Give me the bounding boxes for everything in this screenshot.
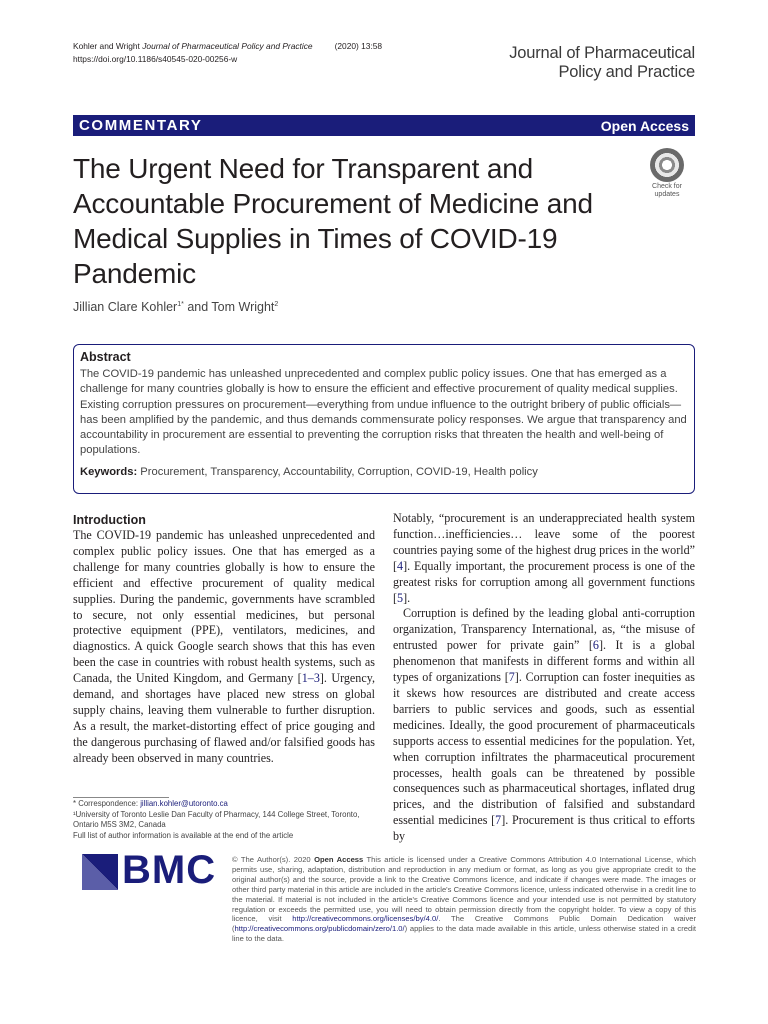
license-statement (232, 855, 696, 944)
body-column-right (393, 511, 695, 845)
bmc-logo-word: BMC (122, 848, 217, 892)
header-doi[interactable]: https://doi.org/10.1186/s40545-020-00256-w (73, 54, 238, 64)
bmc-logo-icon (82, 854, 118, 890)
right-p1-text-a: Notably, “procurement is an underappreciated health system function…inefficiencies… leave some of the poorest countries paying some of the highest drug prices in the world” [ (393, 511, 695, 573)
citation-link[interactable]: 4 (397, 558, 404, 573)
running-header (73, 40, 382, 66)
author-2-affiliation: 2 (274, 300, 279, 308)
license-link-by[interactable]: http://creativecommons.org/licenses/by/4.0/ (292, 914, 439, 924)
citation-link[interactable]: 7 (508, 670, 515, 685)
right-paragraph-2 (393, 606, 695, 845)
abstract-heading: Abstract (80, 350, 131, 364)
article-type-bar (73, 115, 695, 136)
license-lead: © The Author(s). 2020 (232, 855, 315, 864)
license-link-zero[interactable]: http://creativecommons.org/publicdomain/zero/1.0/ (234, 924, 405, 934)
affiliation-1: ¹University of Toronto Leslie Dan Faculty of Pharmacy, 144 College Street, Toronto, Ontario M5S 3M2, Canada (73, 809, 360, 829)
intro-paragraph-1 (73, 528, 375, 767)
citation-link[interactable]: 7 (495, 813, 502, 828)
author-2: and Tom Wright (183, 300, 275, 314)
license-open-access: Open Access (314, 855, 364, 864)
license-text-3: ) applies to the data made available in this article, unless otherwise stated in a credit line to the data. (232, 924, 696, 944)
keywords-label: Keywords: (80, 465, 138, 478)
header-year-volume: (2020) 13:58 (334, 41, 383, 51)
body-column-left (73, 511, 375, 767)
keywords-list: Procurement, Transparency, Accountability, Corruption, COVID-19, Health policy (137, 465, 538, 478)
keywords (80, 465, 688, 480)
bmc-logo (82, 850, 216, 894)
right-p2-text-d: ]. Procurement is thus critical to efforts by (393, 813, 695, 844)
correspondence-label: * Correspondence: (73, 799, 141, 808)
open-access-label: Open Access (600, 117, 689, 134)
check-updates-line1: Check for (652, 183, 682, 190)
journal-name-line1: Journal of Pharmaceutical (509, 44, 695, 62)
citation-link[interactable]: 6 (592, 638, 599, 653)
right-paragraph-1 (393, 511, 695, 606)
license-text-1: This article is licensed under a Creative Commons Attribution 4.0 International License, which permits use, sharing, adaptation, distribution and reproduction in any medium or format, as long as you give appropriate credit to the original author(s) and the source, provide a link to the Creative Commons licence, and indicate if changes were made. The images or other third party material in this article are included in the article's Creative Commons licence, unless indicated otherwise in a credit line to the material. If material is not included in the article's Creative Commons licence and your intended use is not permitted by statutory regulation or exceeds the permitted use, you will need to obtain permission directly from the copyright holder. To view a copy of this licence, visit (232, 855, 696, 924)
footnote-divider (73, 797, 169, 798)
right-p2-text-b: ]. It is a global phenomenon that manifests in different forms and within all types of organizations [ (393, 638, 695, 685)
crossmark-icon (650, 148, 684, 182)
check-updates-line2: updates (654, 191, 680, 198)
header-authors: Kohler and Wright (73, 41, 140, 51)
section-heading-introduction: Introduction (73, 513, 146, 527)
author-list (73, 300, 278, 314)
journal-name (509, 44, 695, 82)
footnotes (73, 799, 373, 841)
author-1: Jillian Clare Kohler (73, 300, 178, 314)
header-journal: Journal of Pharmaceutical Policy and Practice (142, 41, 313, 51)
right-p1-text-b: ]. Equally important, the procurement process is one of the greatest risks for corruption among all government functions [ (393, 558, 695, 605)
citation-link[interactable]: 1–3 (301, 671, 320, 686)
right-p2-text-c: ]. Corruption can foster inequities as it skews how resources are distributed and create access barriers to public services and goods, such as essential medicines. Ideally, the good procurement of pharmaceuticals supports access to essential medicines for the population. Yet, when corruption infiltrates the pharmaceutical procurement processes, health goals can be threatened by possible consequences such as pharmaceutical shortages, inflated drug prices, and the distribution of falsified and substandard essential medicines [ (393, 670, 695, 828)
correspondence-email[interactable]: jillian.kohler@utoronto.ca (140, 799, 228, 808)
abstract-box (73, 344, 695, 494)
right-p1-text-c: ]. (403, 590, 411, 605)
intro-p1-text-b: ]. Urgency, demand, and shortages have placed new stress on global supply chains, leaving them vulnerable to further disruption. As a result, the market-distorting effect of price gouging and the dangerous purchasing of flawed and/or falsified goods has already been observed in many countries. (73, 671, 375, 765)
abstract-body: The COVID-19 pandemic has unleashed unprecedented and complex public policy issues. One that has emerged as a challenge for many countries globally is how to ensure the efficient and effective procurement of quality medical supplies. Existing corruption pressures on procurement—everything from undue influence to the outright bribery of public officials—has been amplified by the pandemic, and thus demands commensurate policy responses. We argue that transparency and accountability in procurement are essential to preventing the corruption risks that threaten the health and well-being of populations. (80, 368, 687, 457)
author-1-affiliation: 1* (177, 300, 184, 308)
article-title: The Urgent Need for Transparent and Accountable Procurement of Medicine and Medical Supplies in Times of COVID-19 Pandemic (73, 153, 593, 289)
check-for-updates-badge[interactable] (642, 148, 692, 200)
citation-link[interactable]: 5 (397, 590, 404, 605)
intro-p1-text-a: The COVID-19 pandemic has unleashed unprecedented and complex public policy issues. One that has emerged as a challenge for many countries globally is how to ensure the efficient and effective procurement of quality medical supplies. During the pandemic, governments have scrambled to secure, not only essential medicines, but personal protective equipment (PPE), ventilators, medicines, and diagnostics. A quick Google search shows that this has even been the case in countries with robust health systems, such as Canada, the United Kingdom, and Germany [ (73, 528, 375, 686)
article-type: COMMENTARY (79, 117, 203, 134)
right-p2-text-a: Corruption is defined by the leading global anti-corruption organization, Transparency International, as, “the misuse of entrusted power for private gain” [ (393, 606, 695, 653)
author-info-note: Full list of author information is available at the end of the article (73, 830, 294, 840)
license-text-2: . The Creative Commons Public Domain Dedication waiver ( (232, 914, 696, 934)
journal-name-line2: Policy and Practice (558, 63, 695, 81)
